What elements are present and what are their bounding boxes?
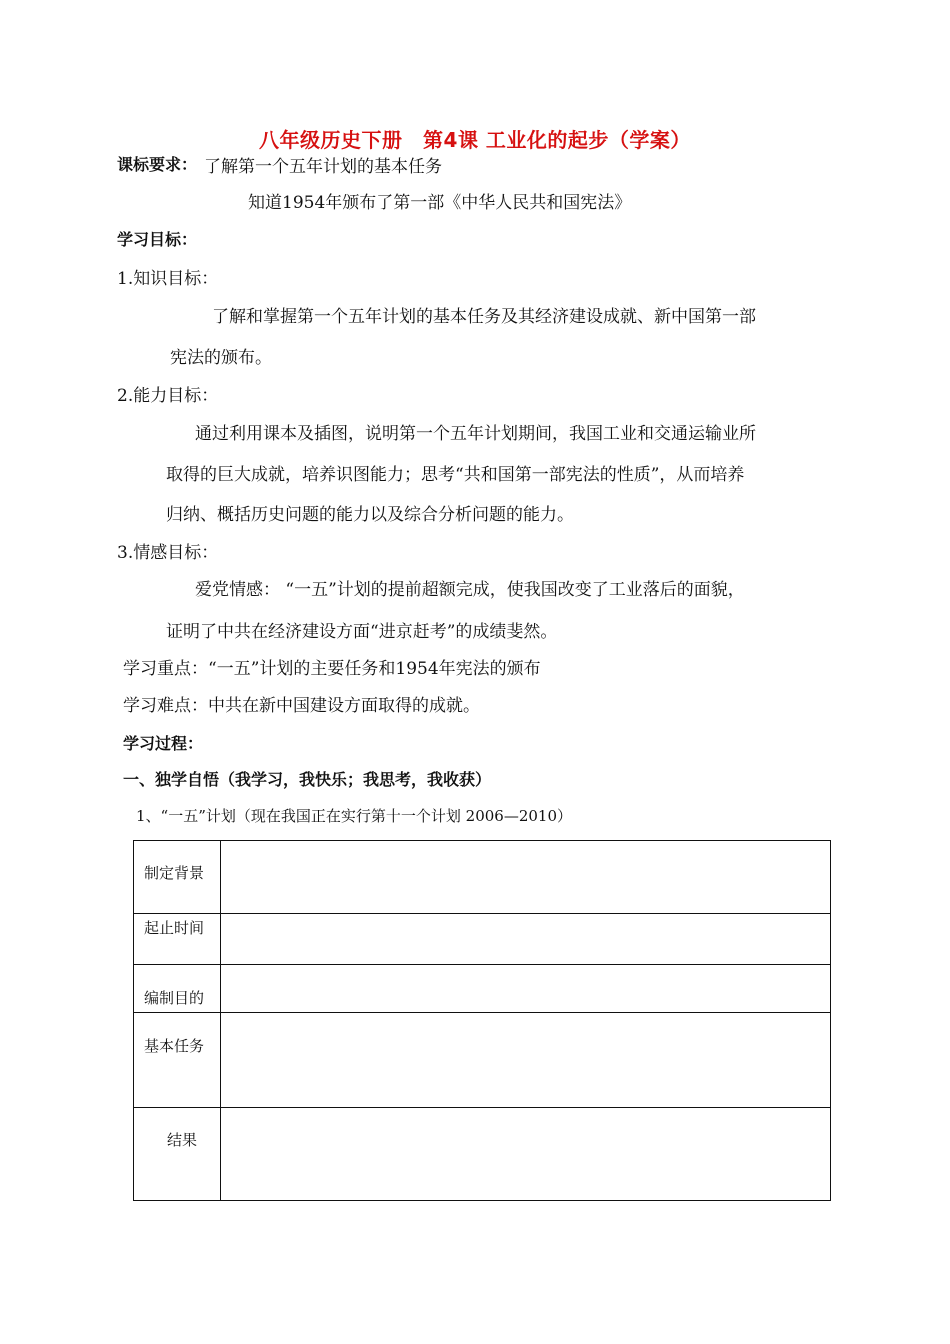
section-1-heading: 一、独学自悟（我学习，我快乐；我思考，我收获） [123, 770, 492, 789]
row-label: 基本任务 [144, 1037, 205, 1055]
difficulty: 学习难点：中共在新中国建设方面取得的成就。 [123, 696, 480, 716]
row-label: 编制目的 [144, 989, 205, 1007]
row-label: 结果 [167, 1131, 198, 1149]
key-point: 学习重点：“一五”计划的主要任务和1954年宪法的颁布 [123, 659, 541, 679]
knowledge-goal-heading: 1.知识目标： [117, 269, 219, 289]
table-row [134, 1013, 831, 1108]
row-label: 起止时间 [144, 919, 205, 937]
five-year-plan-table [133, 840, 831, 1201]
process-heading: 学习过程： [123, 734, 204, 753]
row-label-cell [134, 1013, 221, 1108]
knowledge-goal-line-1: 了解和掌握第一个五年计划的基本任务及其经济建设成就、新中国第一部 [212, 307, 756, 327]
emotion-goal-line-2: 证明了中共在经济建设方面“进京赶考”的成绩斐然。 [166, 622, 558, 642]
goals-heading: 学习目标： [117, 230, 198, 249]
row-label-cell [134, 965, 221, 1013]
knowledge-goal-line-2: 宪法的颁布。 [170, 348, 272, 368]
page-title: 八年级历史下册 第4课 工业化的起步（学案） [259, 128, 691, 152]
row-label-cell [134, 841, 221, 914]
item-1: 1、“一五”计划（现在我国正在实行第十一个计划 2006—2010） [136, 807, 572, 825]
emotion-goal-line-1: 爱党情感： “一五”计划的提前超额完成，使我国改变了工业落后的面貌， [195, 580, 745, 600]
answer-cell[interactable] [221, 841, 831, 914]
answer-cell[interactable] [221, 1013, 831, 1108]
row-label-cell [134, 914, 221, 965]
ability-goal-line-3: 归纳、概括历史问题的能力以及综合分析问题的能力。 [166, 505, 574, 525]
curriculum-line-1: 了解第一个五年计划的基本任务 [204, 157, 442, 177]
ability-goal-line-2: 取得的巨大成就，培养识图能力；思考“共和国第一部宪法的性质”，从而培养 [166, 465, 745, 485]
ability-goal-heading: 2.能力目标： [117, 386, 219, 406]
table-row [134, 965, 831, 1013]
emotion-goal-heading: 3.情感目标： [117, 543, 219, 563]
table-row [134, 914, 831, 965]
curriculum-line-2: 知道1954年颁布了第一部《中华人民共和国宪法》 [248, 193, 632, 213]
table-row [134, 841, 831, 914]
answer-cell[interactable] [221, 914, 831, 965]
table-row [134, 1108, 831, 1201]
row-label-cell [134, 1108, 221, 1201]
row-label: 制定背景 [144, 864, 205, 882]
answer-cell[interactable] [221, 1108, 831, 1201]
curriculum-label: 课标要求： [117, 155, 198, 174]
ability-goal-line-1: 通过利用课本及插图，说明第一个五年计划期间，我国工业和交通运输业所 [195, 424, 756, 444]
answer-cell[interactable] [221, 965, 831, 1013]
